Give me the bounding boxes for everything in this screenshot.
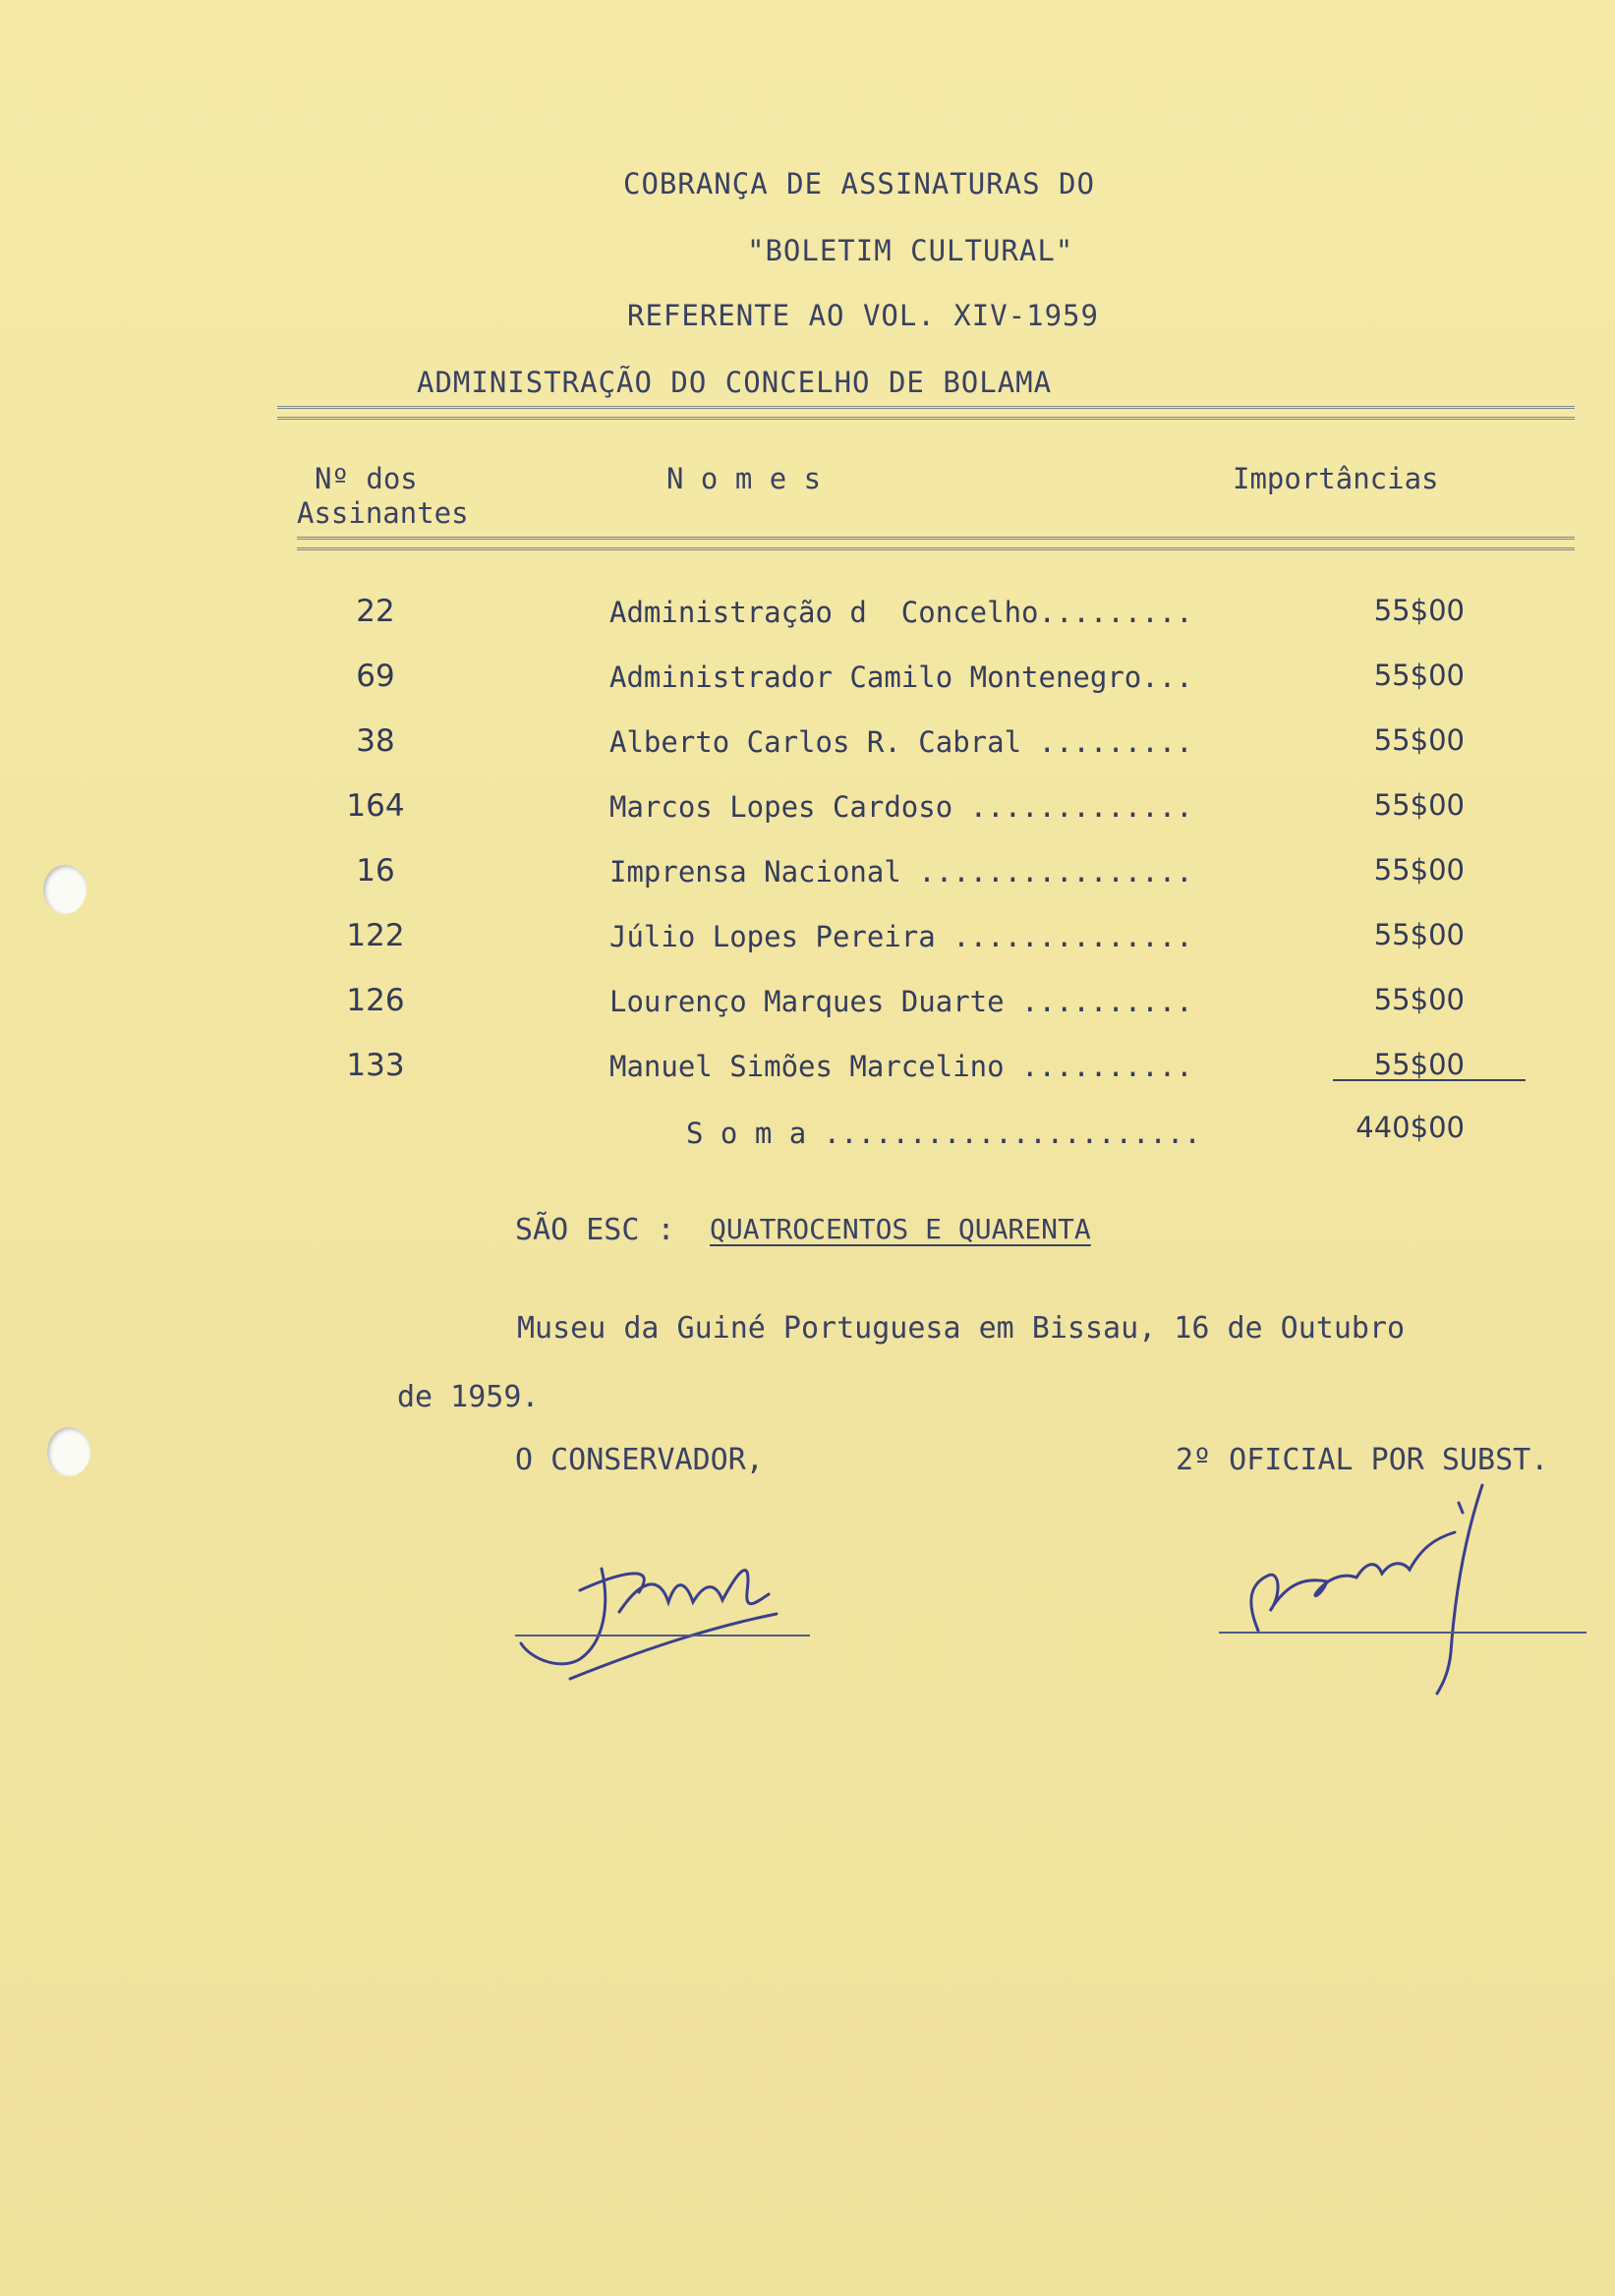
punch-hole-bottom [47, 1427, 90, 1476]
header-line-1: COBRANÇA DE ASSINATURAS DO [623, 167, 1095, 201]
header-divider [277, 406, 1575, 420]
row-5-amount: 55$00 [1373, 853, 1465, 887]
header-line-2: "BOLETIM CULTURAL" [747, 234, 1074, 267]
punch-hole-top [43, 865, 87, 914]
row-7-amount: 55$00 [1373, 983, 1465, 1016]
last-amount-underline [1333, 1079, 1526, 1081]
row-5-name: Imprensa Nacional ................ [609, 855, 1193, 889]
row-8-name: Manuel Simões Marcelino .......... [609, 1050, 1193, 1083]
row-6-name: Júlio Lopes Pereira .............. [609, 920, 1193, 953]
row-3-name: Alberto Carlos R. Cabral ......... [609, 725, 1193, 759]
row-3-number: 38 [356, 723, 395, 759]
column-header-divider [297, 537, 1575, 550]
total-amount: 440$00 [1355, 1111, 1465, 1144]
header-line-3: REFERENTE AO VOL. XIV-1959 [627, 299, 1099, 332]
row-5-number: 16 [356, 853, 395, 889]
row-7-number: 126 [346, 983, 405, 1018]
header-line-4: ADMINISTRAÇÃO DO CONCELHO DE BOLAMA [417, 366, 1053, 399]
column-header-amounts: Importâncias [1233, 462, 1439, 495]
row-8-amount: 55$00 [1373, 1048, 1465, 1081]
row-2-amount: 55$00 [1373, 659, 1465, 692]
place-date-line-1: Museu da Guiné Portuguesa em Bissau, 16 de Outubro [517, 1311, 1406, 1346]
row-8-number: 133 [346, 1048, 405, 1083]
right-signature-line [1219, 1632, 1586, 1634]
left-signature [511, 1533, 826, 1691]
row-6-amount: 55$00 [1373, 918, 1465, 951]
row-1-number: 22 [356, 594, 395, 629]
row-2-number: 69 [356, 659, 395, 694]
right-signatory-title: 2º OFICIAL POR SUBST. [1176, 1443, 1549, 1477]
row-6-number: 122 [346, 918, 405, 953]
row-1-name: Administração d Concelho......... [609, 596, 1193, 629]
left-signature-line [515, 1635, 810, 1636]
sum-words-prefix: SÃO ESC : [515, 1213, 675, 1247]
row-3-amount: 55$00 [1373, 723, 1465, 757]
row-4-name: Marcos Lopes Cardoso ............. [609, 790, 1193, 824]
column-header-number-2: Assinantes [297, 496, 469, 530]
total-label: S o m a ...................... [686, 1117, 1201, 1150]
sum-words-value: QUATROCENTOS E QUARENTA [710, 1213, 1091, 1245]
row-1-amount: 55$00 [1373, 594, 1465, 627]
row-2-name: Administrador Camilo Montenegro... [609, 660, 1193, 694]
right-signature [1219, 1479, 1514, 1705]
row-4-amount: 55$00 [1373, 788, 1465, 822]
place-date-line-2: de 1959. [397, 1380, 540, 1414]
column-header-number-1: Nº dos [315, 462, 418, 495]
row-4-number: 164 [346, 788, 405, 824]
left-signatory-title: O CONSERVADOR, [515, 1443, 764, 1477]
column-header-names: N o m e s [666, 462, 822, 495]
row-7-name: Lourenço Marques Duarte .......... [609, 985, 1193, 1018]
